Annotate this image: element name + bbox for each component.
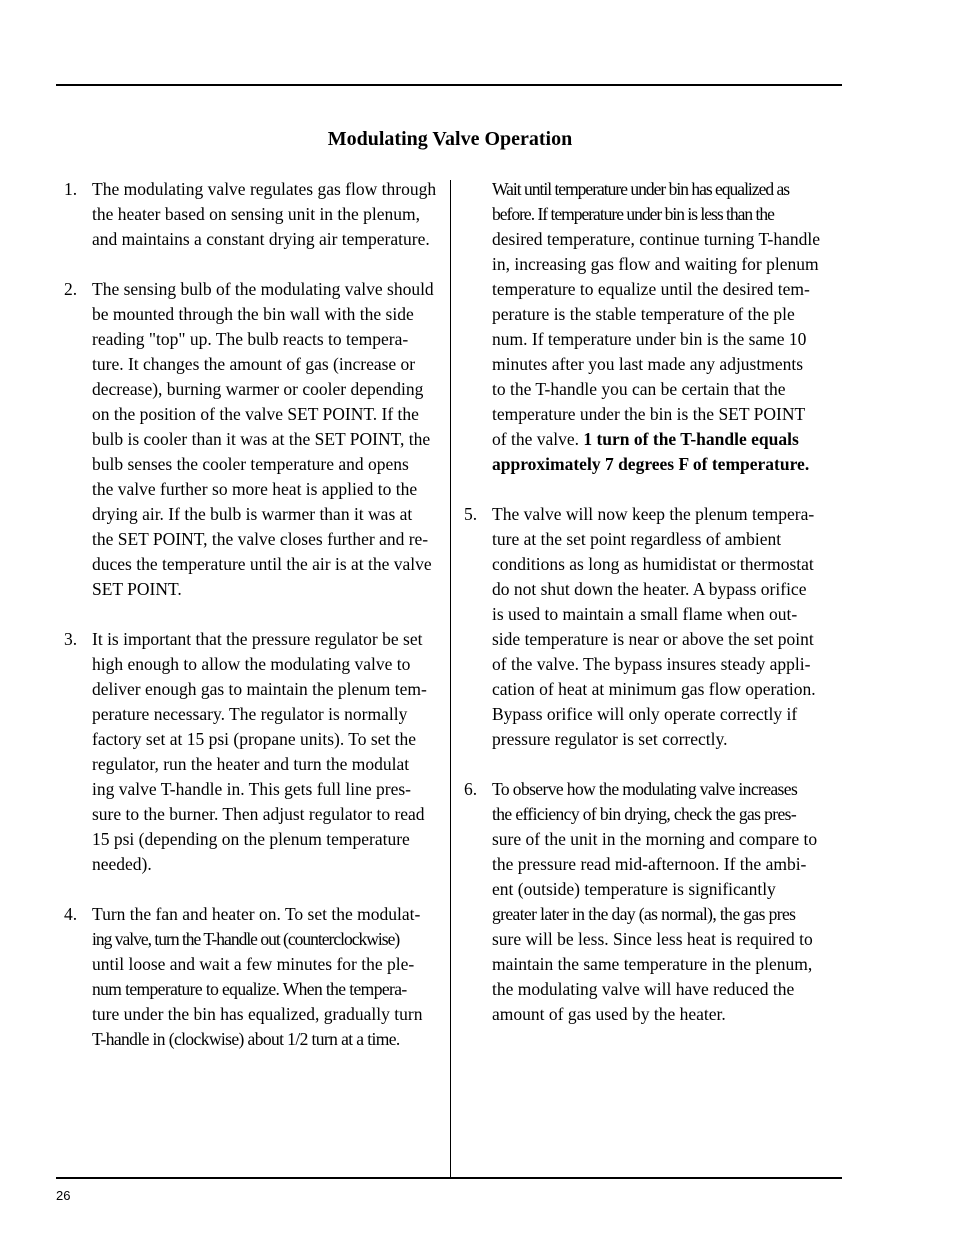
page-number: 26 bbox=[56, 1188, 71, 1203]
item-number: 5. bbox=[464, 504, 478, 524]
item-line: temperature to equalize until the desired tem- bbox=[492, 279, 810, 299]
item-line: cation of heat at minimum gas flow operation. bbox=[492, 679, 816, 699]
item-line: T-handle in (clockwise) about 1/2 turn at a time. bbox=[92, 1029, 400, 1049]
item-line: minutes after you last made any adjustments bbox=[492, 354, 804, 374]
page-title: Modulating Valve Operation bbox=[327, 128, 573, 150]
item-line: be mounted through the bin wall with the side bbox=[92, 304, 414, 324]
item-line: is used to maintain a small flame when out- bbox=[492, 604, 798, 624]
item-line: decrease), burning warmer or cooler depending bbox=[92, 379, 424, 399]
item-line: The sensing bulb of the modulating valve should bbox=[92, 279, 434, 299]
item-line: duces the temperature until the air is at the valve bbox=[92, 554, 432, 574]
item-line: conditions as long as humidistat or thermostat bbox=[492, 554, 814, 574]
item-line: regulator, run the heater and turn the modulat bbox=[92, 754, 410, 774]
item-line: pressure regulator is set correctly. bbox=[492, 729, 728, 749]
item-line: until loose and wait a few minutes for the ple- bbox=[92, 954, 415, 974]
item-number: 6. bbox=[464, 779, 478, 799]
item-line bbox=[492, 452, 836, 477]
item-line: of the valve. The bypass insures steady appli- bbox=[492, 654, 811, 674]
item-line: the pressure read mid-afternoon. If the ambi- bbox=[492, 854, 807, 874]
item-line: Bypass orifice will only operate correctly if bbox=[492, 704, 798, 724]
item-line: high enough to allow the modulating valve to bbox=[92, 654, 411, 674]
item-line: ture under the bin has equalized, gradually turn bbox=[92, 1004, 423, 1024]
item-line: side temperature is near or above the set point bbox=[492, 629, 814, 649]
item-line: The valve will now keep the plenum tempera- bbox=[492, 504, 815, 524]
item-line: ent (outside) temperature is significantly bbox=[492, 879, 776, 899]
list-item-1 bbox=[56, 177, 448, 252]
column-divider bbox=[450, 180, 451, 1178]
item-line: The modulating valve regulates gas flow through bbox=[92, 179, 437, 199]
item-line: perature is the stable temperature of the ple bbox=[492, 304, 795, 324]
item-line: greater later in the day (as normal), the gas pres bbox=[492, 904, 796, 924]
item-line: sure to the burner. Then adjust regulator to read bbox=[92, 804, 425, 824]
item-line: before. If temperature under bin is less than the bbox=[492, 204, 774, 224]
item-line: It is important that the pressure regulator be set bbox=[92, 629, 423, 649]
item-number: 3. bbox=[64, 629, 78, 649]
item-line: Wait until temperature under bin has equalized as bbox=[492, 179, 790, 199]
item-line: do not shut down the heater. A bypass orifice bbox=[492, 579, 807, 599]
item-line-text: of the valve. bbox=[492, 429, 584, 449]
item-line: the valve further so more heat is applied to the bbox=[92, 479, 418, 499]
item-line: the SET POINT, the valve closes further and re- bbox=[92, 529, 429, 549]
item-line: To observe how the modulating valve increases bbox=[492, 779, 798, 799]
item-line: 15 psi (depending on the plenum temperature bbox=[92, 829, 410, 849]
item-line: deliver enough gas to maintain the plenum tem- bbox=[92, 679, 427, 699]
item-line: needed). bbox=[92, 854, 152, 874]
item-line: desired temperature, continue turning T-handle bbox=[492, 229, 821, 249]
item-line: in, increasing gas flow and waiting for plenum bbox=[492, 254, 819, 274]
bold-note: approximately 7 degrees F of temperature. bbox=[492, 454, 810, 474]
item-line: temperature under the bin is the SET POINT bbox=[492, 404, 806, 424]
item-line: perature necessary. The regulator is normally bbox=[92, 704, 408, 724]
item-number: 2. bbox=[64, 279, 78, 299]
item-line: the modulating valve will have reduced the bbox=[492, 979, 795, 999]
item-line: on the position of the valve SET POINT. If the bbox=[92, 404, 419, 424]
bottom-rule bbox=[56, 1177, 842, 1179]
item-line: the efficiency of bin drying, check the gas pres- bbox=[492, 804, 797, 824]
right-column bbox=[456, 177, 836, 1052]
item-line: sure of the unit in the morning and compare to bbox=[492, 829, 818, 849]
item-line bbox=[492, 427, 836, 452]
item-line: drying air. If the bulb is warmer than it was at bbox=[92, 504, 413, 524]
item-line: reading "top" up. The bulb reacts to tempera- bbox=[92, 329, 409, 349]
item-line: num. If temperature under bin is the same 10 bbox=[492, 329, 807, 349]
list-item-2 bbox=[56, 277, 448, 602]
left-column bbox=[56, 177, 448, 1077]
list-item-5 bbox=[456, 502, 836, 752]
item-line: ing valve, turn the T-handle out (counterclockwise) bbox=[92, 929, 400, 949]
item-line: ture at the set point regardless of ambient bbox=[492, 529, 782, 549]
bold-note: 1 turn of the T-handle equals bbox=[583, 429, 799, 449]
item-line: num temperature to equalize. When the tempera- bbox=[92, 979, 407, 999]
item-line: ture. It changes the amount of gas (increase or bbox=[92, 354, 416, 374]
item-line: to the T-handle you can be certain that the bbox=[492, 379, 786, 399]
item-line: Turn the fan and heater on. To set the modulat- bbox=[92, 904, 421, 924]
item-line: amount of gas used by the heater. bbox=[492, 1004, 726, 1024]
item-line: and maintains a constant drying air temperature. bbox=[92, 229, 430, 249]
item-line: ing valve T-handle in. This gets full line pres- bbox=[92, 779, 411, 799]
list-item-3 bbox=[56, 627, 448, 877]
item-line: factory set at 15 psi (propane units). To set the bbox=[92, 729, 417, 749]
item-line: bulb senses the cooler temperature and opens bbox=[92, 454, 409, 474]
item-line: maintain the same temperature in the plenum, bbox=[492, 954, 813, 974]
item-number: 4. bbox=[64, 904, 78, 924]
list-item-6 bbox=[456, 777, 836, 1027]
item-line: SET POINT. bbox=[92, 579, 182, 599]
top-rule bbox=[56, 84, 842, 86]
item-line: the heater based on sensing unit in the plenum, bbox=[92, 204, 421, 224]
item-line: sure will be less. Since less heat is required to bbox=[492, 929, 813, 949]
list-item-4 bbox=[56, 902, 448, 1052]
item-number: 1. bbox=[64, 179, 78, 199]
item-line: bulb is cooler than it was at the SET POINT, the bbox=[92, 429, 431, 449]
list-item-4-continuation bbox=[456, 177, 836, 477]
